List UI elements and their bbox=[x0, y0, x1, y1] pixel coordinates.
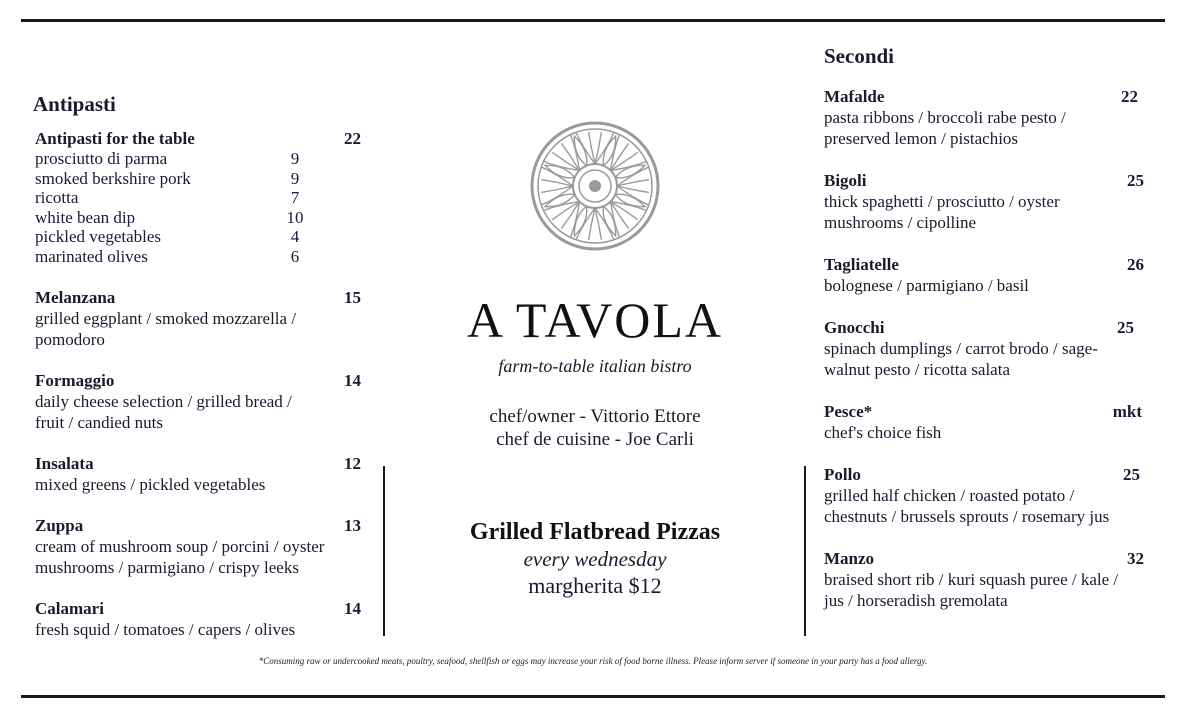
item-description: fresh squid / tomatoes / capers / olives bbox=[35, 620, 296, 639]
item-description: bolognese / parmigiano / basil bbox=[824, 276, 1029, 295]
chef-owner: chef/owner - Vittorio Ettore bbox=[489, 406, 701, 427]
pizza-special-day: every wednesday bbox=[523, 547, 667, 571]
item-name: Insalata bbox=[35, 454, 94, 473]
menu-item-manzo bbox=[824, 549, 1144, 611]
sub-item bbox=[35, 247, 365, 267]
sub-item-name: white bean dip bbox=[35, 207, 136, 227]
allergy-footnote: *Consuming raw or undercooked meats, poultry, seafood, shellfish or eggs may increase your risk of food borne illness. Please inform server if someone in your party has a food allergy. bbox=[258, 656, 928, 666]
item-price: 15 bbox=[344, 288, 361, 307]
antipasti-heading: Antipasti bbox=[33, 92, 116, 116]
restaurant-name: A TAVOLA bbox=[466, 292, 723, 348]
sub-item-price: 4 bbox=[290, 227, 300, 246]
sub-item-price: 10 bbox=[286, 207, 304, 227]
chef-de-cuisine: chef de cuisine - Joe Carli bbox=[496, 429, 694, 450]
sub-item-list bbox=[35, 149, 365, 266]
sub-item-name: prosciutto di parma bbox=[35, 149, 168, 168]
item-price: 26 bbox=[1127, 255, 1144, 274]
item-description: spinach dumplings / carrot brodo / sage-walnut pesto / ricotta salata bbox=[824, 339, 1098, 379]
menu-item-zuppa bbox=[35, 516, 365, 578]
item-description: grilled eggplant / smoked mozzarella / pomodoro bbox=[35, 309, 297, 349]
sub-item bbox=[35, 227, 365, 247]
pizza-special-price: margherita $12 bbox=[528, 573, 662, 598]
item-description: grilled half chicken / roasted potato / chestnuts / brussels sprouts / rosemary jus bbox=[824, 486, 1110, 526]
item-description: thick spaghetti / prosciutto / oyster mushrooms / cipolline bbox=[824, 192, 1060, 232]
sub-item-name: ricotta bbox=[35, 188, 79, 207]
sub-item-price: 6 bbox=[290, 246, 300, 266]
item-price: mkt bbox=[1112, 402, 1142, 421]
sub-item bbox=[35, 149, 365, 169]
item-name: Calamari bbox=[35, 599, 104, 618]
item-price: 22 bbox=[1121, 87, 1138, 106]
sub-item-price: 7 bbox=[290, 188, 300, 207]
menu-item-bigoli bbox=[824, 171, 1144, 233]
menu-item-antipasti-for-the-table bbox=[35, 129, 365, 266]
center-column bbox=[385, 120, 805, 600]
item-name: Melanzana bbox=[35, 288, 116, 307]
sub-item bbox=[35, 188, 365, 208]
sub-item-price: 9 bbox=[290, 149, 300, 168]
item-name: Tagliatelle bbox=[824, 255, 899, 274]
menu-item-melanzana bbox=[35, 288, 365, 350]
antipasti-column bbox=[35, 92, 365, 661]
item-name: Antipasti for the table bbox=[35, 129, 195, 148]
menu-item-mafalde bbox=[824, 87, 1144, 149]
sub-item-name: marinated olives bbox=[35, 246, 148, 266]
item-price: 14 bbox=[344, 599, 361, 618]
item-name: Mafalde bbox=[824, 87, 885, 106]
item-name: Zuppa bbox=[35, 516, 84, 535]
item-price: 14 bbox=[344, 371, 361, 390]
item-description: braised short rib / kuri squash puree / kale / jus / horseradish gremolata bbox=[824, 570, 1119, 610]
tagline: farm-to-table italian bistro bbox=[498, 356, 692, 376]
item-description: daily cheese selection / grilled bread / fruit / candied nuts bbox=[35, 392, 292, 432]
menu-item-insalata bbox=[35, 454, 365, 495]
item-description: pasta ribbons / broccoli rabe pesto / preserved lemon / pistachios bbox=[824, 108, 1066, 148]
item-price: 32 bbox=[1127, 549, 1144, 568]
chef-credits bbox=[385, 405, 805, 451]
item-name: Bigoli bbox=[824, 171, 867, 190]
menu-item-pesce bbox=[824, 402, 1144, 443]
secondi-heading: Secondi bbox=[824, 44, 895, 68]
bottom-rule bbox=[21, 695, 1165, 698]
sub-item-price: 9 bbox=[290, 168, 300, 188]
item-name: Manzo bbox=[824, 549, 875, 568]
item-description: mixed greens / pickled vegetables bbox=[35, 475, 266, 494]
item-price: 25 bbox=[1123, 465, 1140, 484]
sub-item bbox=[35, 208, 365, 228]
item-price: 13 bbox=[344, 516, 361, 535]
item-price: 25 bbox=[1117, 318, 1134, 337]
secondi-column bbox=[824, 44, 1144, 633]
item-name: Pesce* bbox=[824, 402, 873, 421]
sub-item bbox=[35, 169, 365, 189]
item-price: 25 bbox=[1127, 171, 1144, 190]
menu-item-tagliatelle bbox=[824, 255, 1144, 296]
menu-item-calamari bbox=[35, 599, 365, 640]
logo-emblem bbox=[529, 120, 661, 252]
sub-item-name: pickled vegetables bbox=[35, 227, 162, 246]
item-price: 12 bbox=[344, 454, 361, 473]
menu-item-formaggio bbox=[35, 371, 365, 433]
menu-item-gnocchi bbox=[824, 318, 1144, 380]
item-description: cream of mushroom soup / porcini / oyster mushrooms / parmigiano / crispy leeks bbox=[35, 537, 325, 577]
pizza-special-title: Grilled Flatbread Pizzas bbox=[469, 519, 721, 545]
restaurant-logo bbox=[529, 120, 661, 252]
top-rule bbox=[21, 19, 1165, 22]
item-description: chef's choice fish bbox=[824, 423, 942, 442]
item-price: 22 bbox=[344, 129, 361, 148]
item-name: Pollo bbox=[824, 465, 861, 484]
item-name: Gnocchi bbox=[824, 318, 885, 337]
item-name: Formaggio bbox=[35, 371, 115, 390]
menu-item-pollo bbox=[824, 465, 1144, 527]
sub-item-name: smoked berkshire pork bbox=[35, 168, 191, 188]
